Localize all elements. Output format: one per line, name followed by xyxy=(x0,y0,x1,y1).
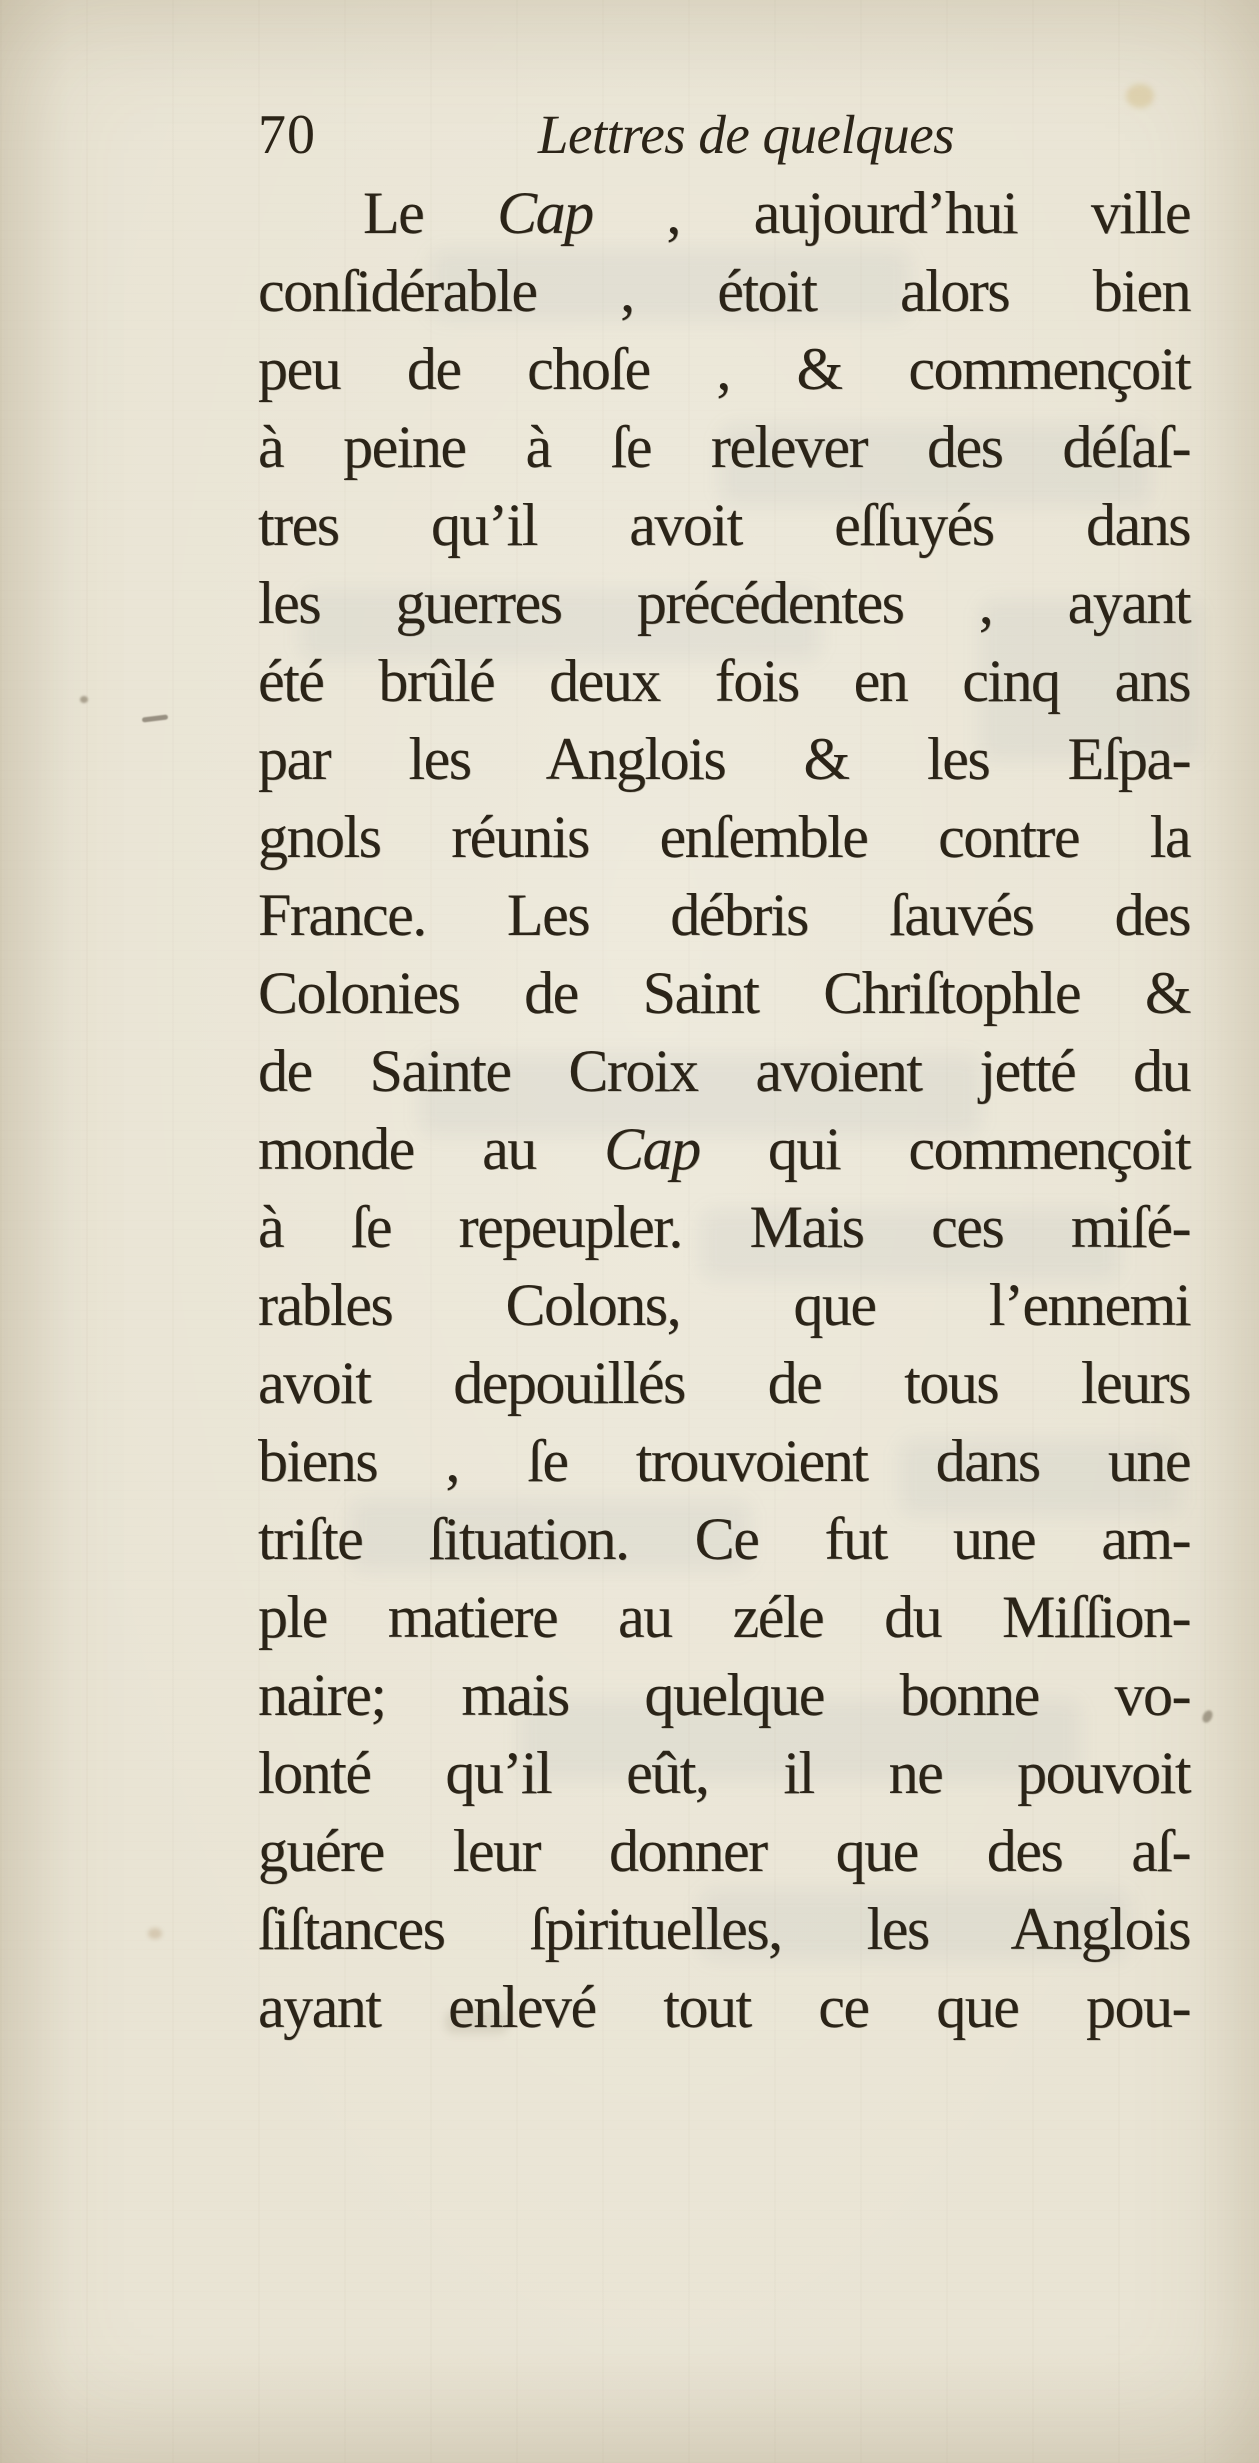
body-line: biens , ſe trouvoient dans une xyxy=(258,1428,1190,1494)
body-line: Colonies de Saint Chriſtophle & xyxy=(258,960,1190,1026)
body-line: lonté qu’il eût, il ne pouvoit xyxy=(258,1740,1190,1806)
body-line: ayant enlevé tout ce que pou- xyxy=(258,1974,1190,2040)
body-line xyxy=(258,1110,1190,1188)
body-line: gnols réunis enſemble contre la xyxy=(258,804,1190,870)
body-line: par les Anglois & les Eſpa- xyxy=(258,726,1190,792)
text-column xyxy=(258,96,1190,2046)
body-line: ſiſtances ſpirituelles, les Anglois xyxy=(258,1896,1190,1962)
line-segment-italic: Cap xyxy=(604,1116,700,1182)
body-line: à peine à ſe relever des déſaſ- xyxy=(258,414,1190,480)
running-header-title: Lettres de quelques xyxy=(537,104,955,165)
body-line: triſte ſituation. Ce fut une am- xyxy=(258,1506,1190,1572)
body-line: peu de choſe , & commençoit xyxy=(258,336,1190,402)
body-line: à ſe repeupler. Mais ces miſé- xyxy=(258,1194,1190,1260)
body-line: les guerres précédentes , ayant xyxy=(258,570,1190,636)
body-line: ple matiere au zéle du Miſſion- xyxy=(258,1584,1190,1650)
body-line: France. Les débris ſauvés des xyxy=(258,882,1190,948)
paper-stain xyxy=(148,1928,162,1939)
line-segment: monde au xyxy=(258,1116,605,1182)
ink-speck xyxy=(80,696,88,703)
body-line: avoit depouillés de tous leurs xyxy=(258,1350,1190,1416)
line-segment-italic: Cap xyxy=(497,180,593,246)
body-line: tres qu’il avoit eſſuyés dans xyxy=(258,492,1190,558)
body-line: été brûlé deux fois en cinq ans xyxy=(258,648,1190,714)
body-line: conſidérable , étoit alors bien xyxy=(258,258,1190,324)
body-line: rables Colons, que l’ennemi xyxy=(258,1272,1190,1338)
body-line: guére leur donner que des aſ- xyxy=(258,1818,1190,1884)
line-segment: , aujourd’hui ville xyxy=(592,180,1190,246)
body-text xyxy=(258,174,1190,2046)
running-header xyxy=(258,96,1190,174)
page-number: 70 xyxy=(258,104,316,166)
body-line xyxy=(258,174,1190,252)
line-segment: qui commençoit xyxy=(699,1116,1190,1182)
body-line: de Sainte Croix avoient jetté du xyxy=(258,1038,1190,1104)
line-segment: Le xyxy=(363,180,498,246)
body-line: naire; mais quelque bonne vo- xyxy=(258,1662,1190,1728)
